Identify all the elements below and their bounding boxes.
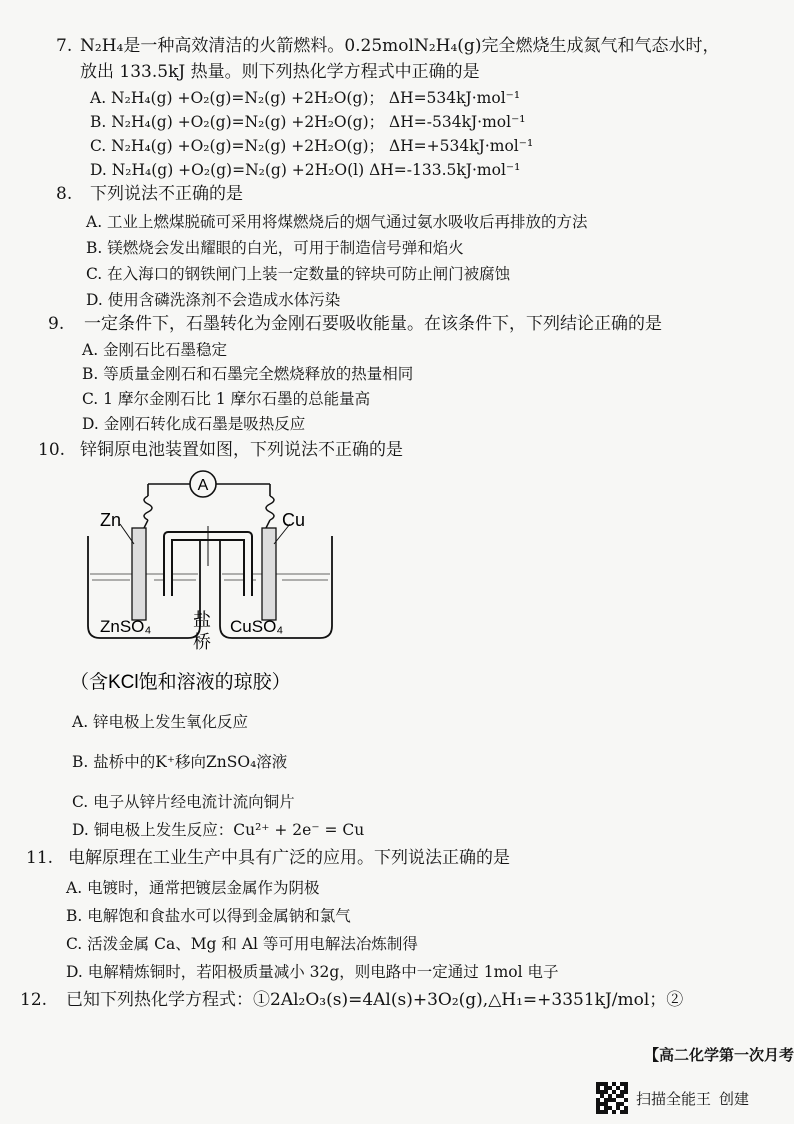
q9-number: 9.: [48, 314, 65, 334]
q11-option-b: B. 电解饱和食盐水可以得到金属钠和氯气: [66, 907, 351, 925]
salt-bridge-label-2: 桥: [193, 632, 211, 653]
zn-electrode: [132, 528, 146, 620]
exam-footer-label: 【高二化学第一次月考: [643, 1046, 794, 1064]
q7-stem-line2: 放出 133.5kJ 热量。则下列热化学方程式中正确的是: [80, 62, 480, 82]
q8-option-b: B. 镁燃烧会发出耀眼的白光，可用于制造信号弹和焰火: [86, 239, 464, 257]
q10-number: 10.: [38, 440, 66, 460]
q7-option-c: C. N₂H₄(g) +O₂(g)=N₂(g) +2H₂O(g)； ΔH=+534kJ·mol⁻¹: [90, 137, 534, 155]
q7-stem-line1: N₂H₄是一种高效清洁的火箭燃料。0.25molN₂H₄(g)完全燃烧生成氮气和气态水时，: [80, 36, 720, 56]
cu-electrode: [262, 528, 276, 620]
q10-option-b: B. 盐桥中的K⁺移向ZnSO₄溶液: [72, 753, 288, 771]
q7-option-b: B. N₂H₄(g) +O₂(g)=N₂(g) +2H₂O(g)； ΔH=-534kJ·mol⁻¹: [90, 113, 526, 131]
cu-label: Cu: [282, 510, 306, 530]
q10-option-a: A. 锌电极上发生氧化反应: [72, 713, 249, 731]
q12-number: 12.: [20, 990, 48, 1010]
q11-option-d: D. 电解精炼铜时，若阳极质量减小 32g，则电路中一定通过 1mol 电子: [66, 963, 559, 981]
q7-number: 7.: [56, 36, 73, 56]
q11-option-a: A. 电镀时，通常把镀层金属作为阴极: [66, 879, 320, 897]
q11-option-c: C. 活泼金属 Ca、Mg 和 Al 等可用电解法冶炼制得: [66, 935, 418, 953]
cuso4-label: CuSO₄: [230, 617, 284, 636]
q8-number: 8.: [56, 184, 73, 204]
q9-option-d: D. 金刚石转化成石墨是吸热反应: [82, 415, 306, 433]
q8-stem: 下列说法不正确的是: [90, 184, 243, 204]
scanner-action: 创建: [719, 1089, 750, 1108]
znso4-label: ZnSO₄: [100, 617, 152, 636]
zn-label: Zn: [100, 510, 122, 530]
salt-bridge-label-1: 盐: [193, 610, 211, 631]
galvanic-cell-diagram: [70, 466, 370, 701]
scanner-app-name: 扫描全能王: [636, 1089, 712, 1108]
q9-option-b: B. 等质量金刚石和石墨完全燃烧释放的热量相同: [82, 365, 414, 383]
q12-stem: 已知下列热化学方程式：①2Al₂O₃(s)=4Al(s)+3O₂(g),△H₁=+3351kJ/mol；②: [66, 990, 684, 1010]
scanner-watermark: [596, 1082, 749, 1114]
salt-bridge-caption: （含KCl饱和溶液的琼胶）: [70, 672, 291, 693]
ammeter-label: A: [197, 477, 209, 494]
q9-stem: 一定条件下，石墨转化为金刚石要吸收能量。在该条件下，下列结论正确的是: [84, 314, 662, 334]
q9-option-c: C. 1 摩尔金刚石比 1 摩尔石墨的总能量高: [82, 390, 371, 408]
q11-number: 11.: [26, 848, 54, 868]
q8-option-d: D. 使用含磷洗涤剂不会造成水体污染: [86, 291, 341, 309]
q8-option-a: A. 工业上燃煤脱硫可采用将煤燃烧后的烟气通过氨水吸收后再排放的方法: [86, 213, 588, 231]
q11-stem: 电解原理在工业生产中具有广泛的应用。下列说法正确的是: [68, 848, 510, 868]
q8-option-c: C. 在入海口的钢铁闸门上装一定数量的锌块可防止闸门被腐蚀: [86, 265, 511, 283]
qr-code-icon: [596, 1082, 628, 1114]
q10-stem: 锌铜原电池装置如图，下列说法不正确的是: [80, 440, 403, 460]
q7-option-d: D. N₂H₄(g) +O₂(g)=N₂(g) +2H₂O(l) ΔH=-133.5kJ·mol⁻¹: [90, 161, 521, 179]
q9-option-a: A. 金刚石比石墨稳定: [82, 341, 228, 359]
q10-option-c: C. 电子从锌片经电流计流向铜片: [72, 793, 295, 811]
q10-option-d: D. 铜电极上发生反应：Cu²⁺ + 2e⁻ = Cu: [72, 821, 365, 839]
q7-option-a: A. N₂H₄(g) +O₂(g)=N₂(g) +2H₂O(g)； ΔH=534kJ·mol⁻¹: [90, 89, 521, 107]
